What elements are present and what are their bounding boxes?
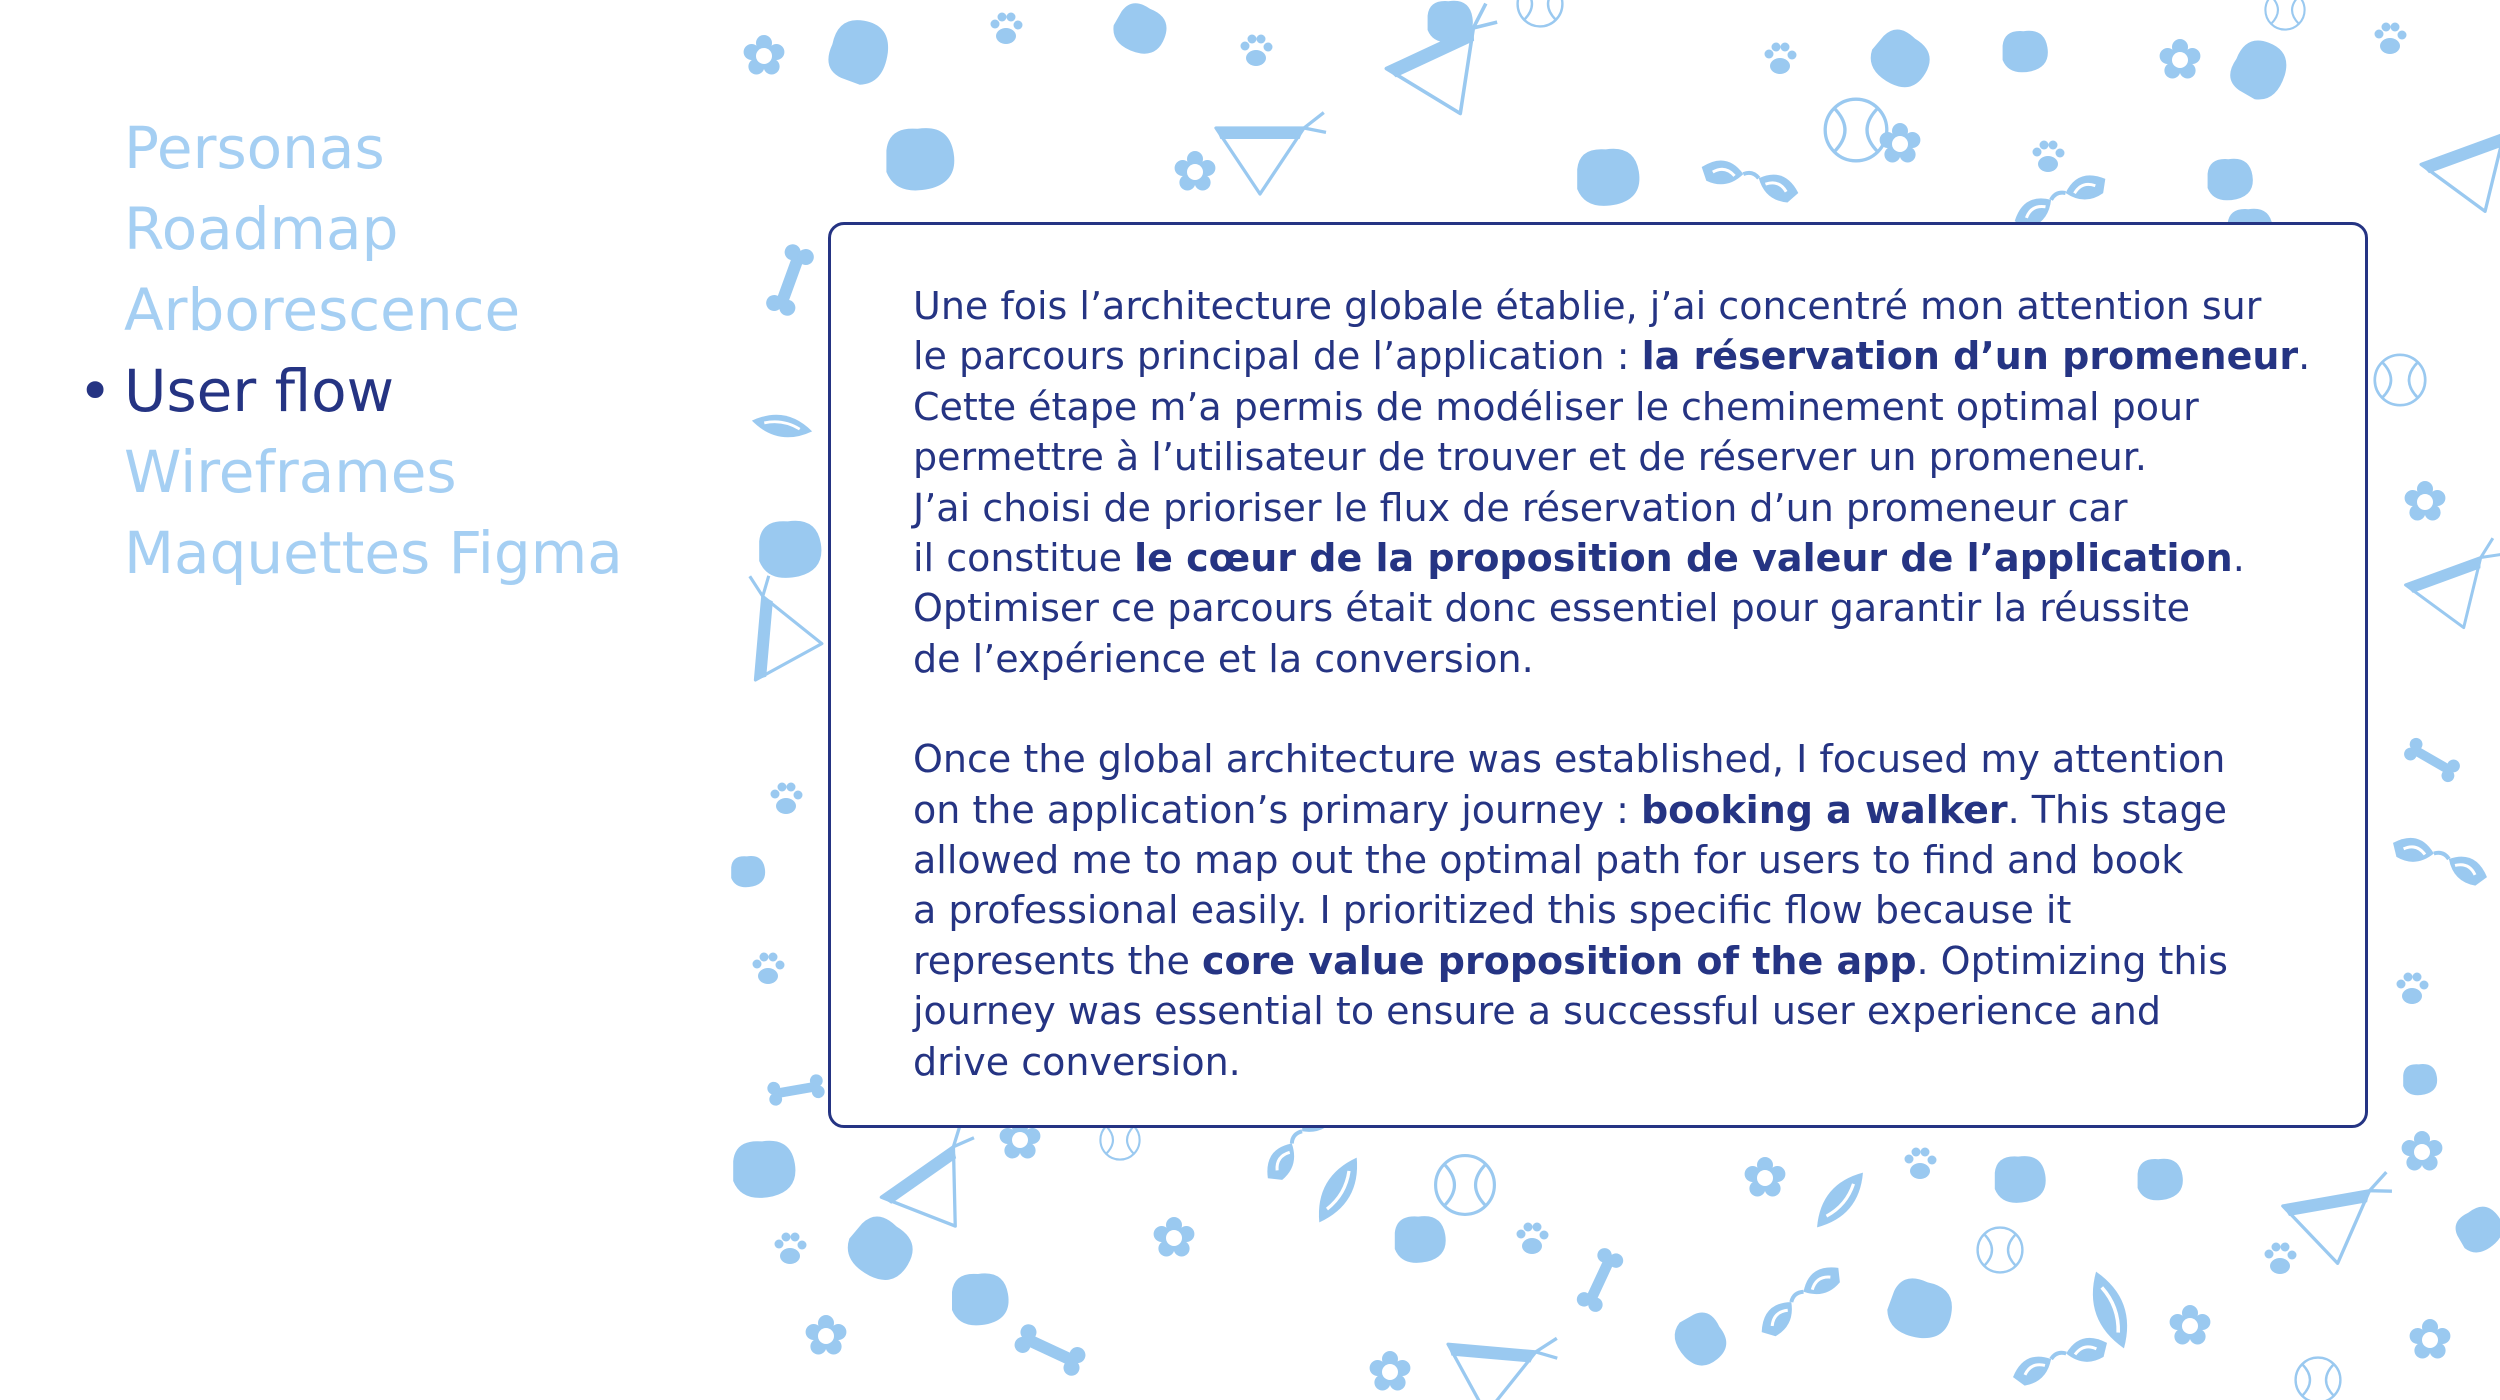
- text-line: a professional easily. I prioritized this specific flow because it: [913, 888, 2072, 933]
- paragraph-english: [913, 734, 2333, 1087]
- text-line: J’ai choisi de prioriser le flux de réservation d’un promeneur car: [913, 485, 2128, 530]
- nav-item-label: User flow: [124, 357, 395, 425]
- nav-item-arborescence[interactable]: [124, 270, 623, 351]
- text-line: . Optimizing this: [1916, 938, 2228, 983]
- bold-highlight: le cœur de la proposition de valeur de l’application: [1134, 536, 2233, 581]
- nav-item-label: Arborescence: [124, 276, 521, 344]
- text-line: allowed me to map out the optimal path for users to find and book: [913, 838, 2184, 883]
- paragraph-french: [913, 281, 2333, 684]
- text-line: drive conversion.: [913, 1039, 1241, 1084]
- bold-highlight: la réservation d’un promeneur: [1641, 334, 2299, 379]
- text-line: permettre à l’utilisateur de trouver et de réserver un promeneur.: [913, 435, 2147, 480]
- section-nav: [78, 108, 623, 594]
- content-card: [828, 222, 2368, 1128]
- text-line: represents the: [913, 938, 1202, 983]
- text-line: Once the global architecture was established, I focused my attention: [913, 737, 2226, 782]
- text-line: journey was essential to ensure a successful user experience and: [913, 989, 2162, 1034]
- card-body: [913, 281, 2333, 1087]
- active-bullet-icon: •: [78, 357, 113, 425]
- nav-item-roadmap[interactable]: [124, 189, 623, 270]
- bold-highlight: booking a walker: [1640, 787, 2008, 832]
- text-line: .: [2298, 334, 2311, 379]
- text-line: . This stage: [2007, 787, 2227, 832]
- bold-highlight: core value proposition of the app: [1201, 938, 1917, 983]
- text-line: de l’expérience et la conversion.: [913, 636, 1534, 681]
- nav-item-label: Maquettes Figma: [124, 519, 623, 587]
- nav-item-label: Roadmap: [124, 195, 399, 263]
- nav-item-user-flow[interactable]: [78, 351, 623, 432]
- text-line: Une fois l’architecture globale établie, j’ai concentré mon attention sur: [913, 284, 2262, 328]
- nav-item-maquettes-figma[interactable]: [124, 513, 623, 594]
- text-line: il constitue: [913, 536, 1135, 581]
- nav-item-wireframes[interactable]: [124, 432, 623, 513]
- text-line: Cette étape m’a permis de modéliser le cheminement optimal pour: [913, 384, 2199, 429]
- nav-item-label: Personas: [124, 114, 385, 182]
- text-line: on the application’s primary journey :: [913, 787, 1641, 832]
- text-line: le parcours principal de l’application :: [913, 334, 1642, 379]
- text-line: .: [2232, 536, 2245, 581]
- nav-item-label: Wireframes: [124, 438, 457, 506]
- text-line: Optimiser ce parcours était donc essentiel pour garantir la réussite: [913, 586, 2190, 631]
- nav-item-personas[interactable]: [124, 108, 623, 189]
